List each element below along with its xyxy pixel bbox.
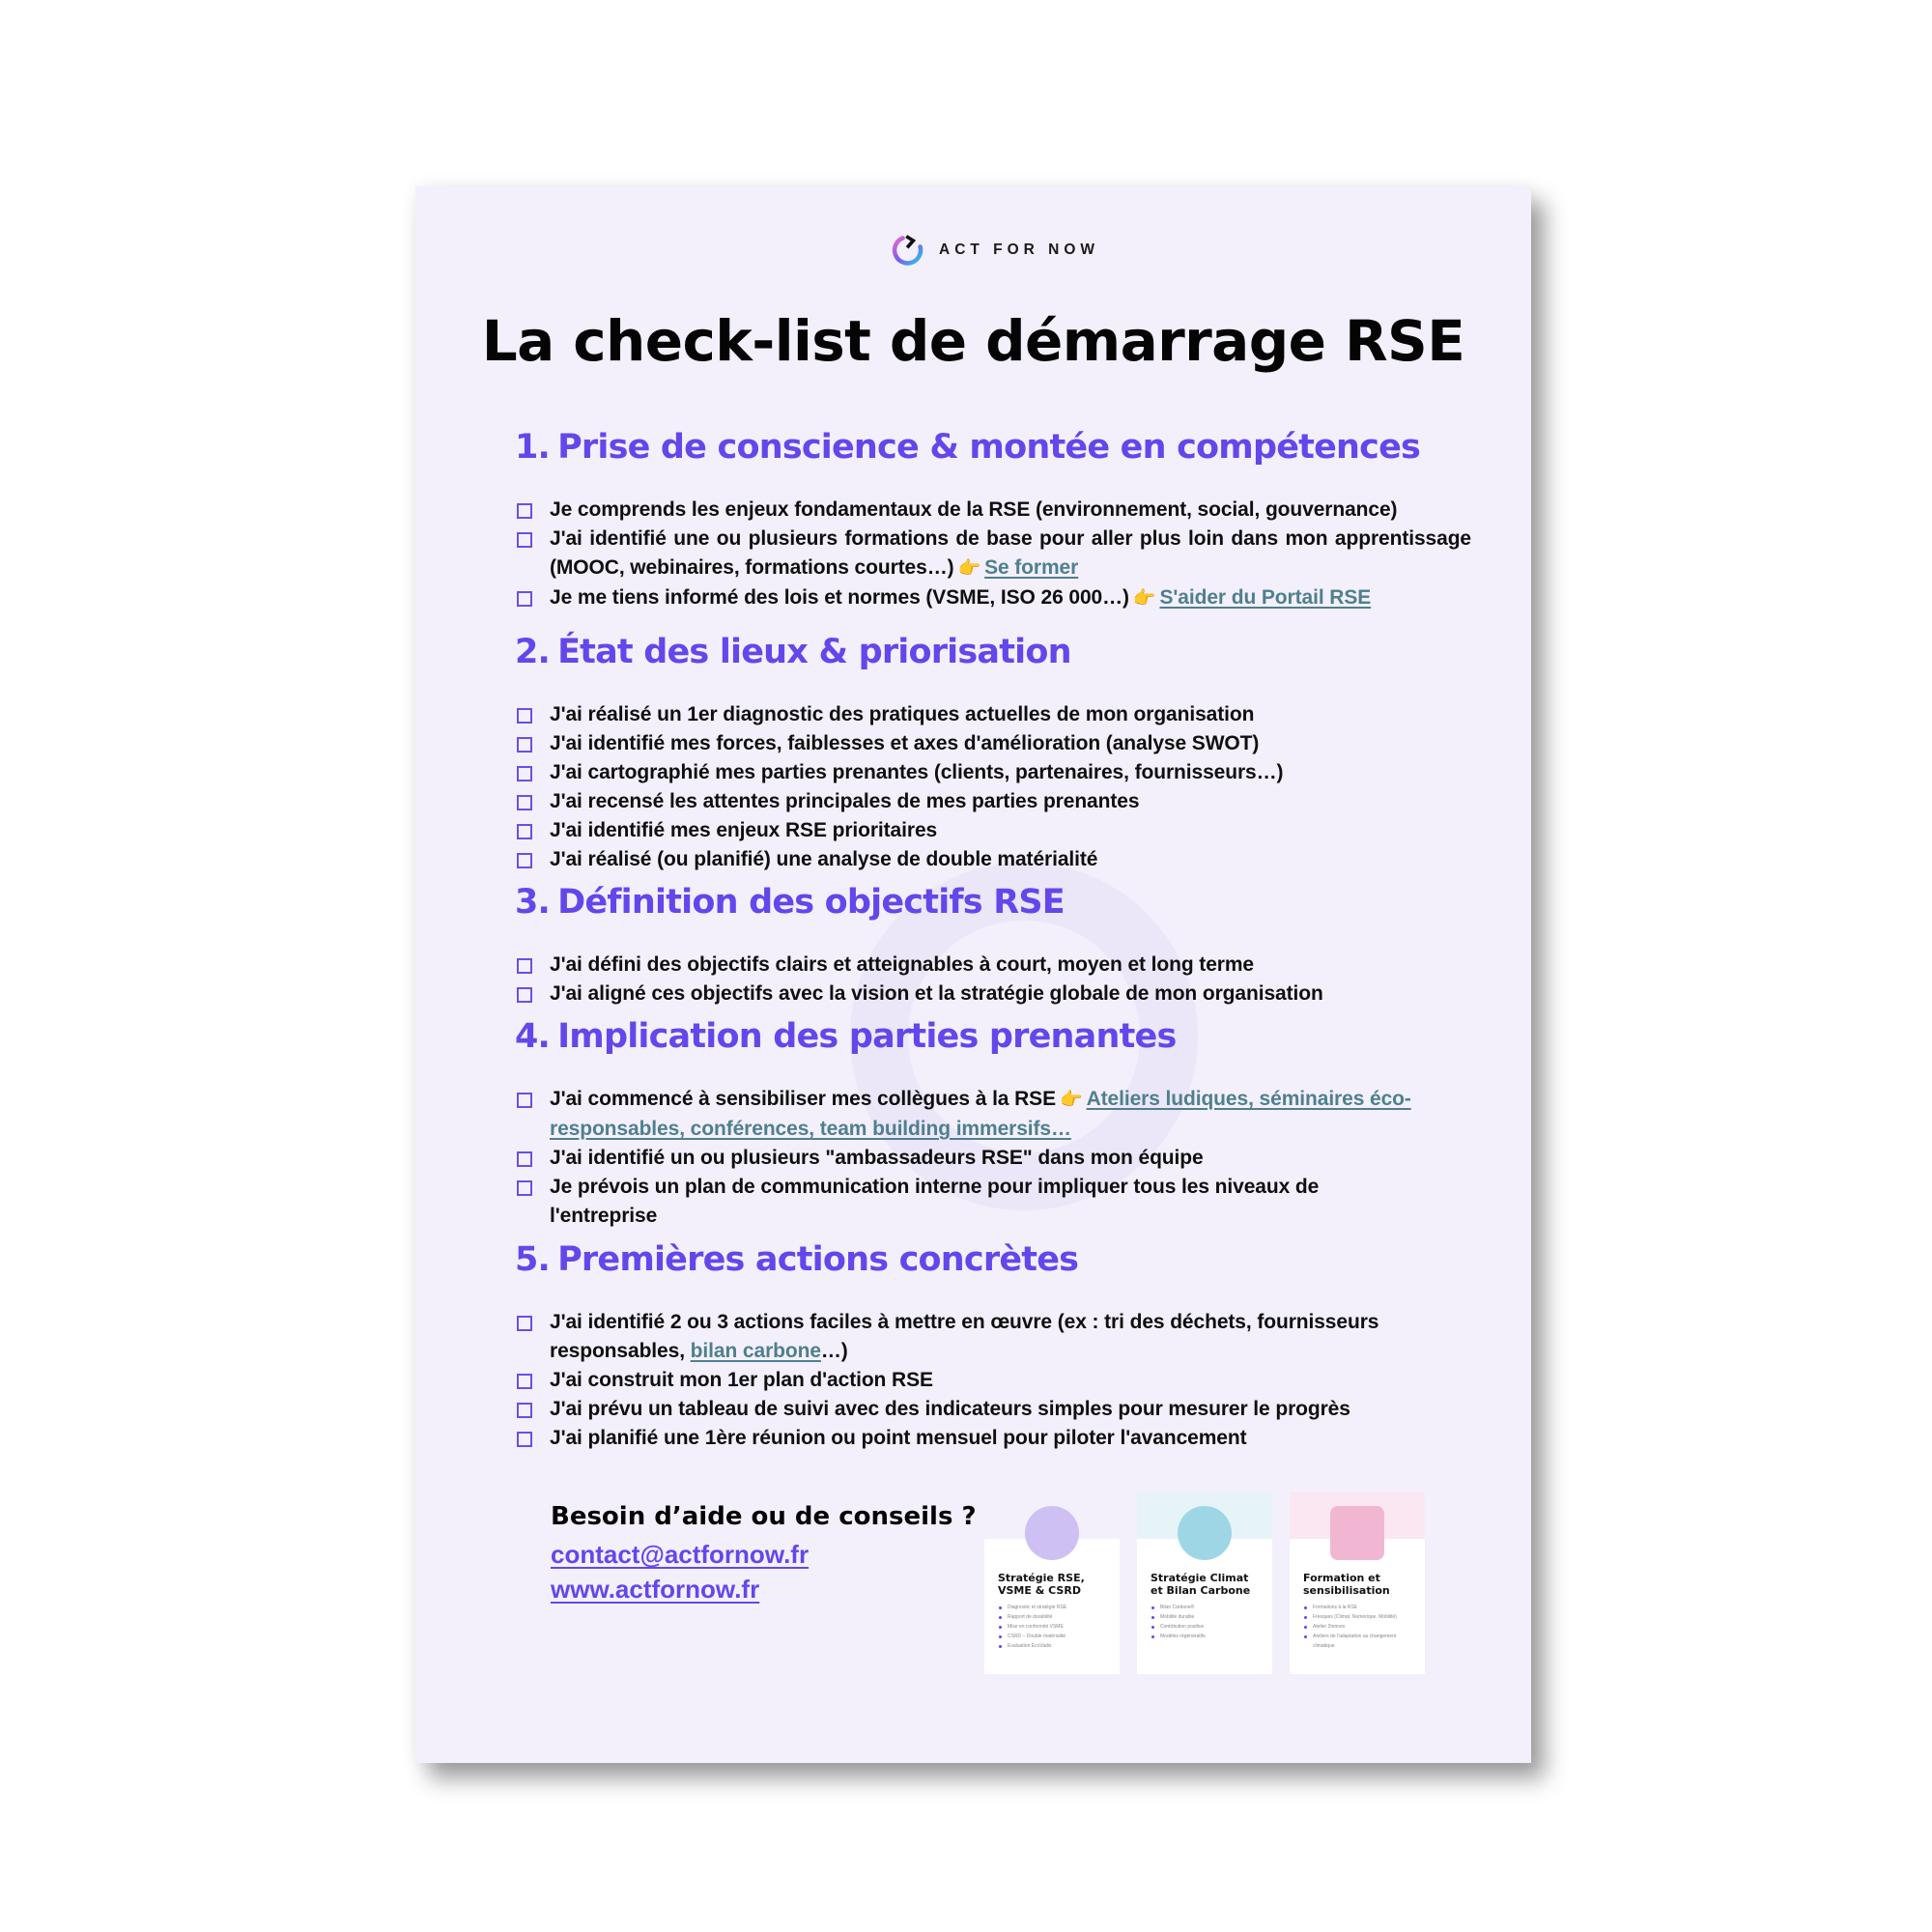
checklist-item: J'ai identifié une ou plusieurs formations de base pour aller plus loin dans mon apprentissage (MOOC, webinaires, formations courtes…) 👉 Se former (515, 525, 1471, 583)
card-title: Stratégie Climat et Bilan Carbone (1151, 1572, 1251, 1597)
checklist-item: J'ai prévu un tableau de suivi avec des indicateurs simples pour mesurer le progrès (515, 1395, 1471, 1424)
section-heading: 5. Premières actions concrètes (515, 1240, 1079, 1279)
ateliers-link[interactable]: Ateliers ludiques, séminaires éco-responsables, conférences, team building immersifs… (550, 1088, 1411, 1140)
checkbox[interactable] (517, 958, 532, 974)
service-card-climate-strategy[interactable] (1137, 1492, 1272, 1674)
checklist-item: J'ai cartographié mes parties prenantes (clients, partenaires, fournisseurs…) (515, 758, 1471, 787)
brand-logo (891, 231, 1099, 270)
card-title: Stratégie RSE, VSME & CSRD (998, 1572, 1085, 1597)
portail-rse-link[interactable]: S'aider du Portail RSE (1159, 586, 1372, 609)
card-bullets: Diagnostic et stratégie RSE Rapport de durabilité Mise en conformité VSME CSRD – Double matérialité Evaluation EcoVadis (998, 1603, 1112, 1651)
checklist-item: Je comprends les enjeux fondamentaux de la RSE (environnement, social, gouvernance) (515, 496, 1471, 525)
section-stakeholders (515, 1017, 1471, 1231)
page-title: La check-list de démarrage RSE (481, 308, 1465, 374)
checklist-item: J'ai commencé à sensibiliser mes collègues à la RSE 👉 Ateliers ludiques, séminaires éco-responsables, conférences, team building immersifs… (515, 1085, 1471, 1144)
checkbox[interactable] (517, 766, 532, 781)
checklist-page (415, 186, 1531, 1763)
card-bullets: Formations à la RSE Fresques (Climat, Numérique, Mobilité) Atelier 2tonnes Ateliers de l'adaptation au changement climatique (1303, 1603, 1417, 1651)
pointing-hand-icon: 👉 (957, 558, 981, 579)
pointing-hand-icon: 👉 (1132, 588, 1156, 609)
section-heading: 3. Définition des objectifs RSE (515, 883, 1065, 922)
checklist-item: J'ai réalisé (ou planifié) une analyse de double matérialité (515, 845, 1471, 874)
strategy-illustration-icon (1025, 1506, 1079, 1560)
card-bullets: Bilan Carbone® Mobilité durable Contribution positive Modèles régénératifs (1151, 1603, 1264, 1641)
checklist-item: Je prévois un plan de communication interne pour impliquer tous les niveaux de l'entreprise (515, 1173, 1471, 1231)
people-illustration-icon (1330, 1506, 1384, 1560)
section-awareness (515, 428, 1471, 613)
brand-name: ACT FOR NOW (939, 242, 1100, 258)
checkbox[interactable] (517, 987, 532, 1003)
checklist-item: J'ai identifié mes forces, faiblesses et axes d'amélioration (analyse SWOT) (515, 729, 1471, 758)
bilan-carbone-link[interactable]: bilan carbone (690, 1340, 821, 1362)
section-assessment (515, 633, 1471, 874)
checklist-item: J'ai planifié une 1ère réunion ou point mensuel pour piloter l'avancement (515, 1424, 1471, 1453)
checkbox[interactable] (517, 737, 532, 753)
section-heading: 2. État des lieux & priorisation (515, 633, 1071, 671)
checkbox[interactable] (517, 1151, 532, 1167)
se-former-link[interactable]: Se former (984, 556, 1079, 579)
checkbox[interactable] (517, 1180, 532, 1196)
checkbox[interactable] (517, 1093, 532, 1108)
checklist-item: J'ai recensé les attentes principales de mes parties prenantes (515, 787, 1471, 816)
pointing-hand-icon: 👉 (1060, 1090, 1083, 1110)
section-heading: 4. Implication des parties prenantes (515, 1017, 1177, 1056)
checkbox[interactable] (517, 1432, 532, 1447)
contact-email-link[interactable]: contact@actfornow.fr (551, 1540, 810, 1569)
service-cards (984, 1492, 1425, 1674)
checkbox[interactable] (517, 824, 532, 839)
checklist-item: J'ai réalisé un 1er diagnostic des pratiques actuelles de mon organisation (515, 700, 1471, 729)
service-card-rse-strategy[interactable] (984, 1492, 1120, 1674)
section-heading: 1. Prise de conscience & montée en compétences (515, 428, 1421, 467)
section-objectives (515, 883, 1471, 1009)
card-title: Formation et sensibilisation (1303, 1572, 1390, 1597)
checklist-item: J'ai construit mon 1er plan d'action RSE (515, 1366, 1471, 1395)
checkbox[interactable] (517, 503, 532, 519)
section-first-actions (515, 1240, 1471, 1453)
checkbox[interactable] (517, 591, 532, 607)
checklist-item: J'ai identifié mes enjeux RSE prioritaires (515, 816, 1471, 845)
checkbox[interactable] (517, 1403, 532, 1418)
checkbox[interactable] (517, 708, 532, 724)
checklist-item: J'ai aligné ces objectifs avec la vision et la stratégie globale de mon organisation (515, 980, 1471, 1009)
checklist-item: Je me tiens informé des lois et normes (VSME, ISO 26 000…) 👉 S'aider du Portail RSE (515, 583, 1471, 613)
act-for-now-logo-icon (891, 233, 925, 268)
contact-block (551, 1502, 977, 1606)
checkbox[interactable] (517, 532, 532, 548)
checklist-item: J'ai identifié un ou plusieurs "ambassadeurs RSE" dans mon équipe (515, 1144, 1471, 1173)
checkbox[interactable] (517, 795, 532, 810)
checkbox[interactable] (517, 1316, 532, 1331)
checkbox[interactable] (517, 1374, 532, 1389)
checklist-item: J'ai identifié 2 ou 3 actions faciles à mettre en œuvre (ex : tri des déchets, fournisseurs responsables, bilan carbone…) (515, 1308, 1471, 1366)
checklist-item: J'ai défini des objectifs clairs et atteignables à court, moyen et long terme (515, 951, 1471, 980)
globe-illustration-icon (1178, 1506, 1232, 1560)
service-card-training[interactable] (1290, 1492, 1425, 1674)
help-heading: Besoin d’aide ou de conseils ? (551, 1502, 977, 1531)
website-link[interactable]: www.actfornow.fr (551, 1575, 760, 1604)
checkbox[interactable] (517, 853, 532, 868)
